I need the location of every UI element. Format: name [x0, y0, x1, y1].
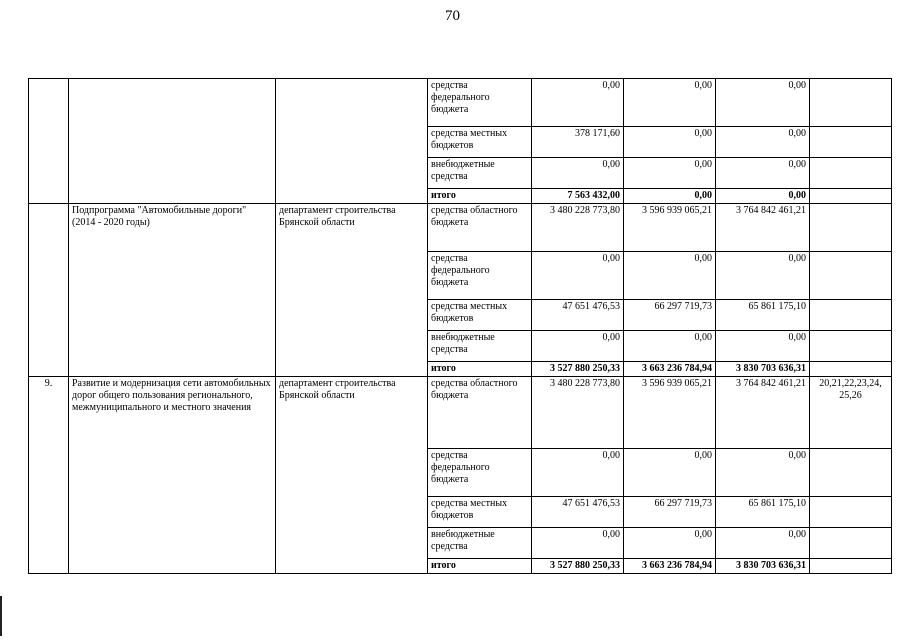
amount-2014: 0,00: [532, 449, 624, 497]
indicators-cell: [810, 331, 892, 362]
indicators-cell: [810, 252, 892, 300]
amount-2016: 65 861 175,10: [716, 497, 810, 528]
amount-2015: 3 596 939 065,21: [624, 204, 716, 252]
indicators-cell: 20,21,22,23,24, 25,26: [810, 377, 892, 449]
subprogram-executor: департамент строительства Брянской области: [276, 204, 428, 377]
amount-2016: 0,00: [716, 189, 810, 204]
funding-source: средства местных бюджетов: [428, 127, 532, 158]
indicators-cell: [810, 300, 892, 331]
funding-source: средства местных бюджетов: [428, 300, 532, 331]
indicators-cell: [810, 559, 892, 574]
amount-2015: 3 663 236 784,94: [624, 559, 716, 574]
amount-2014: 0,00: [532, 252, 624, 300]
amount-2014: 0,00: [532, 331, 624, 362]
amount-2016: 65 861 175,10: [716, 300, 810, 331]
amount-2014: 7 563 432,00: [532, 189, 624, 204]
funding-source: средства федерального бюджета: [428, 252, 532, 300]
amount-2015: 66 297 719,73: [624, 497, 716, 528]
indicators-cell: [810, 449, 892, 497]
amount-2015: 0,00: [624, 528, 716, 559]
page-number: 70: [445, 8, 460, 24]
indicators-cell: [810, 204, 892, 252]
amount-2016: 0,00: [716, 158, 810, 189]
block-top: [29, 79, 892, 204]
funding-source: средства местных бюджетов: [428, 497, 532, 528]
indicators-cell: [810, 79, 892, 127]
amount-2016: 3 764 842 461,21: [716, 377, 810, 449]
amount-2016: 3 764 842 461,21: [716, 204, 810, 252]
amount-2016: 0,00: [716, 449, 810, 497]
amount-2014: 3 527 880 250,33: [532, 559, 624, 574]
funding-source: средства федерального бюджета: [428, 449, 532, 497]
executor-cell: [276, 79, 428, 204]
block-item-9: [29, 377, 892, 574]
funding-source: средства областного бюджета: [428, 204, 532, 252]
indicators-cell: [810, 158, 892, 189]
amount-2016: 0,00: [716, 127, 810, 158]
amount-2016: 3 830 703 636,31: [716, 362, 810, 377]
amount-2014: 3 480 228 773,80: [532, 204, 624, 252]
amount-2015: 0,00: [624, 158, 716, 189]
indicators-cell: [810, 127, 892, 158]
funding-source: итого: [428, 362, 532, 377]
item-executor: департамент строительства Брянской области: [276, 377, 428, 574]
funding-source: внебюджетные средства: [428, 331, 532, 362]
num-cell: [29, 204, 69, 377]
name-cell: [69, 79, 276, 204]
amount-2015: 0,00: [624, 252, 716, 300]
funding-source: внебюджетные средства: [428, 528, 532, 559]
amount-2016: 0,00: [716, 79, 810, 127]
scan-artifact: [0, 596, 2, 636]
block-subprogram: [29, 204, 892, 377]
amount-2015: 3 596 939 065,21: [624, 377, 716, 449]
amount-2016: 0,00: [716, 331, 810, 362]
subprogram-name: Подпрограмма "Автомобильные дороги" (2014 - 2020 годы): [69, 204, 276, 377]
amount-2015: 0,00: [624, 331, 716, 362]
amount-2015: 0,00: [624, 127, 716, 158]
num-cell: [29, 79, 69, 204]
amount-2014: 47 651 476,53: [532, 497, 624, 528]
funding-source: средства федерального бюджета: [428, 79, 532, 127]
indicators-cell: [810, 362, 892, 377]
amount-2016: 3 830 703 636,31: [716, 559, 810, 574]
amount-2016: 0,00: [716, 252, 810, 300]
funding-source: итого: [428, 189, 532, 204]
amount-2014: 0,00: [532, 79, 624, 127]
funding-source: внебюджетные средства: [428, 158, 532, 189]
amount-2014: 0,00: [532, 528, 624, 559]
amount-2014: 3 527 880 250,33: [532, 362, 624, 377]
amount-2015: 66 297 719,73: [624, 300, 716, 331]
amount-2015: 3 663 236 784,94: [624, 362, 716, 377]
amount-2015: 0,00: [624, 79, 716, 127]
amount-2014: 3 480 228 773,80: [532, 377, 624, 449]
item-number: 9.: [29, 377, 69, 574]
indicators-cell: [810, 189, 892, 204]
item-name: Развитие и модернизация сети автомобильных дорог общего пользования регионального, межмуниципального и местного значения: [69, 377, 276, 574]
funding-source: итого: [428, 559, 532, 574]
amount-2014: 47 651 476,53: [532, 300, 624, 331]
amount-2016: 0,00: [716, 528, 810, 559]
indicators-cell: [810, 528, 892, 559]
amount-2015: 0,00: [624, 449, 716, 497]
amount-2015: 0,00: [624, 189, 716, 204]
funding-source: средства областного бюджета: [428, 377, 532, 449]
amount-2014: 0,00: [532, 158, 624, 189]
budget-table: [28, 78, 892, 574]
amount-2014: 378 171,60: [532, 127, 624, 158]
indicators-cell: [810, 497, 892, 528]
